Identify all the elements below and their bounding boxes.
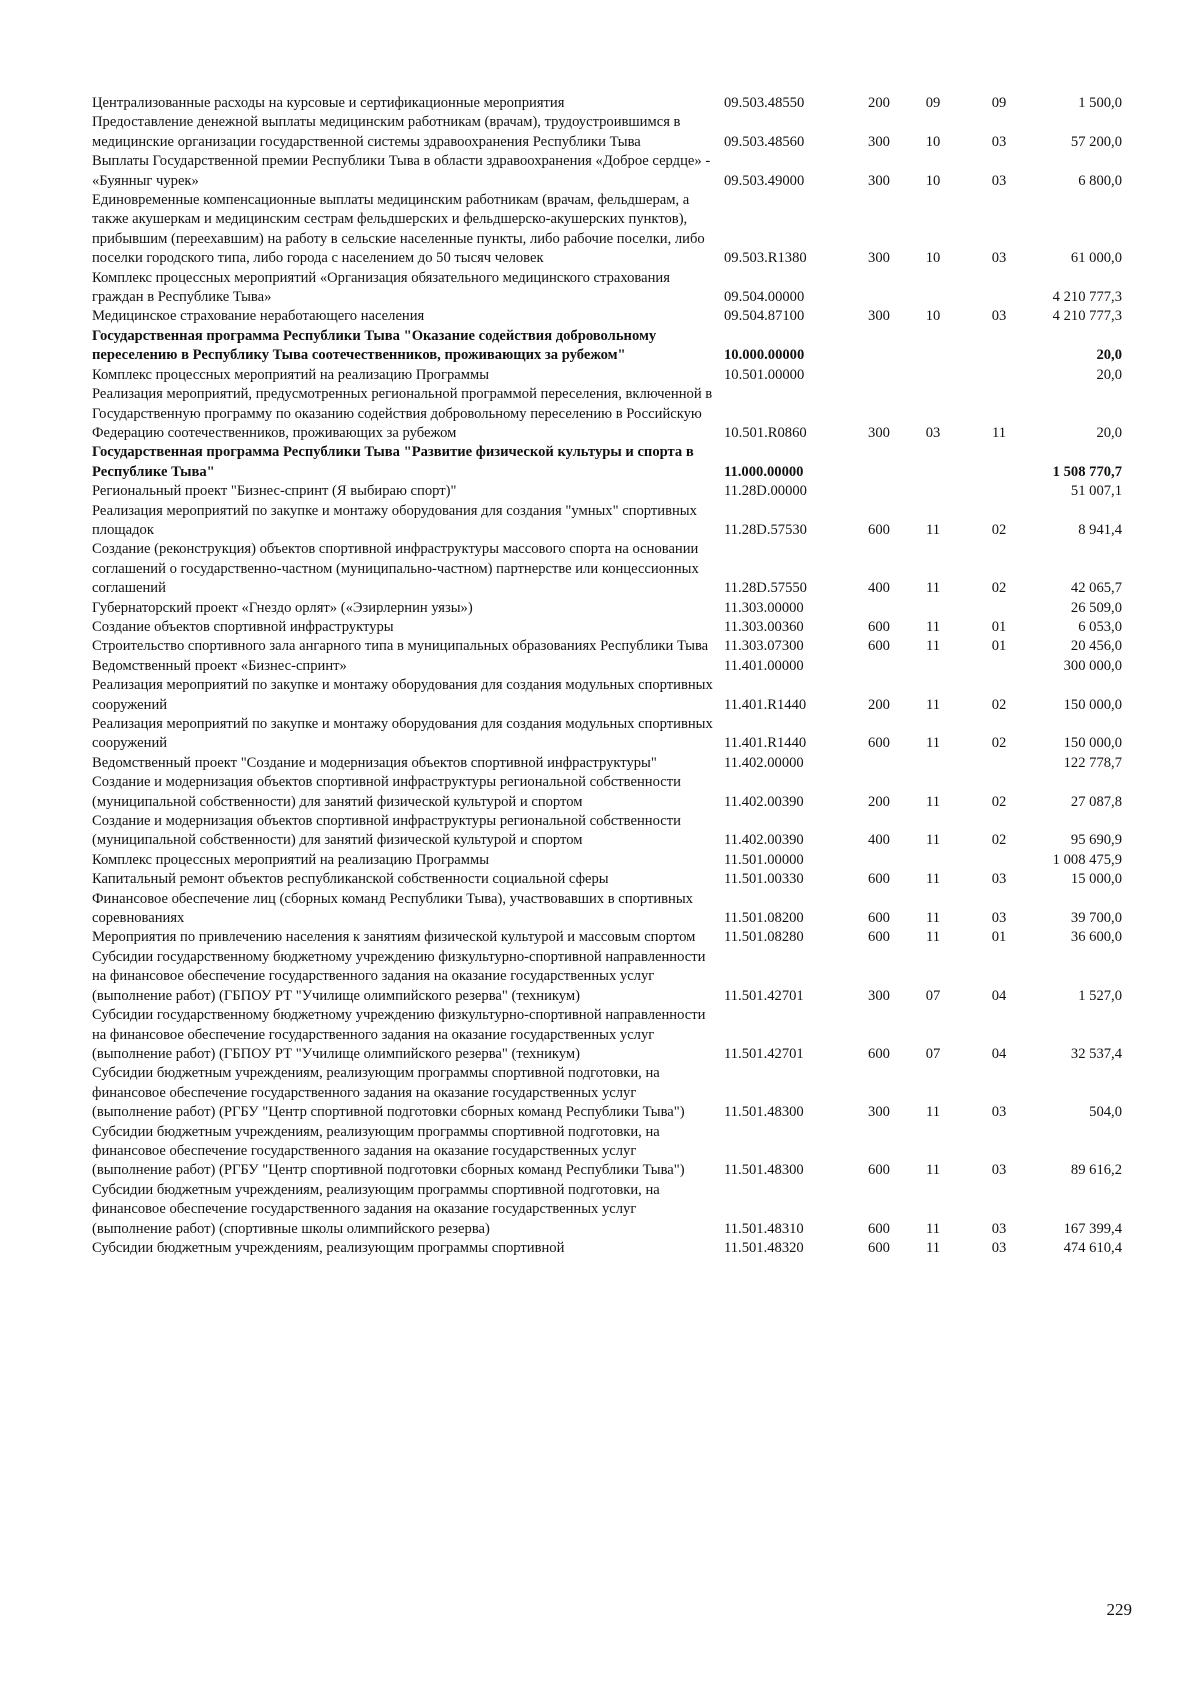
row-code: 11.000.00000 [724,463,804,480]
budget-table [92,94,1122,1258]
row-subsection: 03 [991,1220,1007,1237]
table-row [92,1006,1122,1064]
row-name: Централизованные расходы на курсовые и сертификационные мероприятия [92,95,565,111]
row-code: 11.501.48300 [724,1104,804,1121]
row-section: 11 [925,929,941,946]
row-code: 11.402.00000 [724,754,804,771]
table-row [92,754,1122,773]
table-row [92,851,1122,870]
row-expense-type: 600 [868,618,890,635]
row-expense-type: 600 [868,1162,890,1179]
row-name: Создание (реконструкция) объектов спортивной инфраструктуры массового спорта на основании соглашений о государственно-частном (муниципально-частном) партнерстве или концессионных соглашений [92,541,699,597]
row-amount: 57 200,0 [1070,133,1122,150]
row-name: Субсидии бюджетным учреждениям, реализующим программы спортивной подготовки, на финансовое обеспечение государственного задания на оказание государственных услуг (выполнение работ) (РГБУ "Центр спортивной подготовки сборных команд Республики Тыва") [92,1065,685,1121]
row-expense-type: 300 [868,172,890,189]
row-name: Медицинское страхование неработающего населения [92,308,425,325]
table-row [92,618,1122,637]
row-code: 11.501.00330 [724,871,804,888]
row-expense-type: 600 [868,1239,890,1256]
row-subsection: 04 [991,1045,1007,1062]
row-amount: 26 509,0 [1070,599,1122,616]
row-name: Реализация мероприятий по закупке и монтажу оборудования для создания модульных спортивных сооружений [92,716,713,752]
row-amount: 504,0 [1089,1104,1122,1121]
row-subsection: 03 [991,172,1007,189]
table-row [92,1181,1122,1239]
row-name: Создание объектов спортивной инфраструктуры [92,618,394,635]
row-amount: 1 500,0 [1078,95,1122,111]
row-subsection: 02 [991,580,1007,597]
row-name: Капитальный ремонт объектов республиканской собственности социальной сферы [92,871,609,888]
row-subsection: 01 [991,618,1007,635]
row-section: 11 [925,521,941,538]
row-name: Субсидии бюджетным учреждениям, реализующим программы спортивной подготовки, на финансовое обеспечение государственного задания на оказание государственных услуг (выполнение работ) (РГБУ "Центр спортивной подготовки сборных команд Республики Тыва") [92,1123,685,1179]
table-row [92,676,1122,715]
table-row [92,773,1122,812]
row-section: 10 [925,308,941,325]
row-section: 10 [925,133,941,150]
row-code: 11.501.08200 [724,910,804,927]
row-amount: 1 527,0 [1078,987,1122,1004]
row-section: 11 [925,1162,941,1179]
row-subsection: 04 [991,987,1007,1004]
row-expense-type: 200 [868,793,890,810]
table-row [92,540,1122,598]
row-code: 11.28D.57530 [724,521,807,538]
table-row [92,113,1122,152]
row-amount: 4 210 777,3 [1052,308,1122,325]
table-row [92,890,1122,929]
row-name: Субсидии государственному бюджетному учреждению физкультурно-спортивной направленности на финансовое обеспечение государственного задания на оказание государственных услуг (выполнение работ) (ГБПОУ РТ "Училище олимпийского резерва" (техникум) [92,1007,706,1062]
row-code: 11.402.00390 [724,832,804,849]
row-section: 10 [925,172,941,189]
row-code: 11.501.48320 [724,1239,804,1256]
row-amount: 39 700,0 [1070,910,1122,927]
row-amount: 167 399,4 [1063,1220,1122,1237]
row-subsection: 02 [991,832,1007,849]
row-section: 11 [925,871,941,888]
row-code: 09.503.49000 [724,172,805,189]
row-code: 09.503.48560 [724,133,805,150]
row-subsection: 03 [991,250,1007,267]
table-row [92,152,1122,191]
row-section: 11 [925,832,941,849]
row-expense-type: 600 [868,929,890,946]
row-section: 11 [925,1104,941,1121]
row-subsection: 03 [991,1239,1007,1256]
table-row [92,94,1122,113]
row-name: Выплаты Государственной премии Республики Тыва в области здравоохранения «Доброе сердце» - «Буянныг чурек» [92,153,711,189]
row-code: 11.401.R1440 [724,696,807,713]
row-amount: 20,0 [1096,347,1122,364]
table-row [92,870,1122,889]
row-code: 11.303.07300 [724,638,804,655]
row-subsection: 03 [991,1104,1007,1121]
row-name: Создание и модернизация объектов спортивной инфраструктуры региональной собственности (муниципальной собственности) для занятий физической культурой и спортом [92,774,681,810]
row-amount: 122 778,7 [1063,754,1122,771]
row-name: Региональный проект "Бизнес-спринт (Я выбираю спорт)" [92,483,457,500]
row-name: Создание и модернизация объектов спортивной инфраструктуры региональной собственности (муниципальной собственности) для занятий физической культурой и спортом [92,813,681,849]
row-code: 09.504.87100 [724,308,805,325]
row-expense-type: 600 [868,1045,890,1062]
row-subsection: 03 [991,133,1007,150]
row-expense-type: 200 [868,95,890,111]
row-name: Субсидии бюджетным учреждениям, реализующим программы спортивной [92,1239,565,1256]
page-number: 229 [1106,1600,1132,1619]
row-expense-type: 300 [868,250,890,267]
row-code: 11.501.48310 [724,1220,804,1237]
table-row [92,366,1122,385]
row-section: 11 [925,910,941,927]
row-subsection: 02 [991,521,1007,538]
row-subsection: 02 [991,735,1007,752]
row-expense-type: 600 [868,910,890,927]
table-row [92,928,1122,947]
row-amount: 20,0 [1096,366,1122,383]
row-amount: 20 456,0 [1070,638,1122,655]
row-section: 11 [925,638,941,655]
table-row [92,502,1122,541]
row-section: 10 [925,250,941,267]
row-subsection: 03 [991,910,1007,927]
row-section: 07 [925,987,941,1004]
table-row [92,269,1122,308]
row-amount: 89 616,2 [1070,1162,1122,1179]
row-code: 11.401.00000 [724,657,804,674]
row-name: Комплекс процессных мероприятий «Организация обязательного медицинского страхования граждан в Республике Тыва» [92,269,670,306]
table-row [92,1064,1122,1122]
row-name: Комплекс процессных мероприятий на реализацию Программы [92,366,490,383]
row-name: Единовременные компенсационные выплаты медицинским работникам (врачам, фельдшерам, а также акушеркам и медицинским сестрам фельдшерских и фельдшерско-акушерских пунктов), прибывшим (переехавшим) на работу в сельские населенные пункты, либо рабочие поселки, либо поселки городского типа, либо города с населением до 50 тысяч человек [92,192,705,267]
row-section: 11 [925,618,941,635]
row-amount: 300 000,0 [1063,657,1122,674]
row-name: Губернаторский проект «Гнездо орлят» («Эзирлернин уязы») [92,599,473,616]
table-row [92,599,1122,618]
row-code: 11.401.R1440 [724,735,807,752]
row-section: 07 [925,1045,941,1062]
row-expense-type: 400 [868,580,890,597]
row-expense-type: 400 [868,832,890,849]
row-amount: 8 941,4 [1078,521,1122,538]
row-amount: 27 087,8 [1070,793,1122,810]
row-name: Комплекс процессных мероприятий на реализацию Программы [92,851,490,868]
table-row [92,657,1122,676]
row-name: Строительство спортивного зала ангарного типа в муниципальных образованиях Республики Тыва [92,638,709,655]
row-amount: 95 690,9 [1070,832,1122,849]
table-row [92,443,1122,482]
row-code: 11.501.42701 [724,987,804,1004]
row-amount: 42 065,7 [1070,580,1122,597]
row-code: 09.503.48550 [724,95,805,111]
row-name: Ведомственный проект "Создание и модернизация объектов спортивной инфраструктуры" [92,754,657,771]
row-code: 11.501.08280 [724,929,804,946]
table-row [92,191,1122,269]
row-amount: 20,0 [1096,424,1122,441]
row-amount: 15 000,0 [1070,871,1122,888]
table-row [92,715,1122,754]
row-expense-type: 600 [868,1220,890,1237]
row-amount: 150 000,0 [1063,735,1122,752]
row-subsection: 03 [991,1162,1007,1179]
row-section: 03 [925,424,941,441]
row-code: 11.501.48300 [724,1162,804,1179]
row-code: 09.504.00000 [724,289,805,306]
row-section: 09 [925,95,941,111]
table-row [92,948,1122,1006]
row-code: 11.303.00000 [724,599,804,616]
row-section: 11 [925,1239,941,1256]
row-code: 10.501.R0860 [724,424,807,441]
row-code: 10.000.00000 [724,347,805,364]
row-code: 09.503.R1380 [724,250,807,267]
row-name: Финансовое обеспечение лиц (сборных команд Республики Тыва), участвовавших в спортивных соревнованиях [92,890,693,927]
row-subsection: 09 [991,95,1007,111]
row-name: Государственная программа Республики Тыва "Оказание содействия добровольному переселению в Республику Тыва соотечественников, проживающих за рубежом" [92,327,657,364]
row-section: 11 [925,793,941,810]
row-subsection: 01 [991,929,1007,946]
row-expense-type: 300 [868,133,890,150]
row-amount: 6 800,0 [1078,172,1122,189]
row-amount: 474 610,4 [1063,1239,1122,1256]
row-name: Субсидии бюджетным учреждениям, реализующим программы спортивной подготовки, на финансовое обеспечение государственного задания на оказание государственных услуг (выполнение работ) (спортивные школы олимпийского резерва) [92,1181,660,1237]
row-expense-type: 300 [868,424,890,441]
row-subsection: 03 [991,308,1007,325]
row-amount: 61 000,0 [1070,250,1122,267]
row-name: Предоставление денежной выплаты медицинским работникам (врачам), трудоустроившимся в медицинские организации государственной системы здравоохранения Республики Тыва [92,114,681,150]
row-amount: 150 000,0 [1063,696,1122,713]
row-code: 11.28D.57550 [724,580,807,597]
table-row [92,307,1122,326]
table-row [92,385,1122,443]
row-code: 11.303.00360 [724,618,804,635]
row-name: Реализация мероприятий по закупке и монтажу оборудования для создания "умных" спортивных площадок [92,502,697,538]
table-row [92,327,1122,366]
row-name: Мероприятия по привлечению населения к занятиям физической культурой и массовым спортом [92,929,696,946]
row-subsection: 02 [991,696,1007,713]
row-name: Субсидии государственному бюджетному учреждению физкультурно-спортивной направленности на финансовое обеспечение государственного задания на оказание государственных услуг (выполнение работ) (ГБПОУ РТ "Училище олимпийского резерва" (техникум) [92,948,706,1004]
row-amount: 32 537,4 [1070,1045,1122,1062]
row-code: 10.501.00000 [724,366,805,383]
row-amount: 36 600,0 [1070,929,1122,946]
row-name: Реализация мероприятий, предусмотренных региональной программой переселения, включенной в Государственную программу по оказанию содействия добровольному переселению в Российскую Федерацию соотечественников, проживающих за рубежом [92,386,713,441]
row-expense-type: 300 [868,308,890,325]
row-expense-type: 300 [868,987,890,1004]
table-row [92,1239,1122,1258]
row-code: 11.402.00390 [724,793,804,810]
row-amount: 51 007,1 [1070,483,1122,500]
row-amount: 1 508 770,7 [1052,463,1122,480]
row-expense-type: 300 [868,1104,890,1121]
row-section: 11 [925,580,941,597]
table-row [92,1123,1122,1181]
row-expense-type: 200 [868,696,890,713]
row-subsection: 03 [991,871,1007,888]
row-expense-type: 600 [868,871,890,888]
row-subsection: 01 [991,638,1007,655]
row-code: 11.501.42701 [724,1045,804,1062]
row-name: Государственная программа Республики Тыва "Развитие физической культуры и спорта в Республике Тыва" [92,444,694,480]
row-section: 11 [925,696,941,713]
row-subsection: 02 [991,793,1007,810]
row-expense-type: 600 [868,521,890,538]
row-name: Реализация мероприятий по закупке и монтажу оборудования для создания модульных спортивных сооружений [92,677,713,713]
row-expense-type: 600 [868,735,890,752]
row-section: 11 [925,1220,941,1237]
row-section: 11 [925,735,941,752]
row-amount: 6 053,0 [1078,618,1122,635]
row-name: Ведомственный проект «Бизнес-спринт» [92,657,347,674]
table-row [92,812,1122,851]
row-amount: 4 210 777,3 [1052,289,1122,306]
table-row [92,482,1122,501]
row-code: 11.501.00000 [724,851,804,868]
row-code: 11.28D.00000 [724,483,807,500]
row-subsection: 11 [991,424,1007,441]
row-expense-type: 600 [868,638,890,655]
row-amount: 1 008 475,9 [1052,851,1122,868]
table-row [92,637,1122,656]
